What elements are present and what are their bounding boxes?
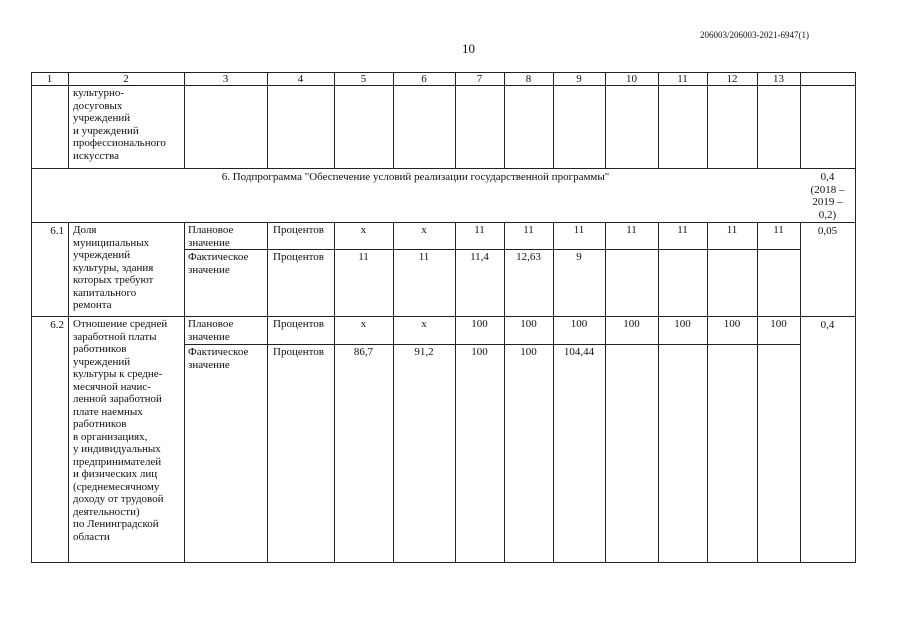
unit-cell: Процентов [273, 318, 324, 330]
value-cell: 11 [677, 224, 688, 236]
table-side-border [31, 72, 32, 563]
indicator-name: капитального [73, 286, 137, 299]
value-cell: 100 [674, 318, 691, 330]
grid-line [267, 222, 268, 563]
grid-line [605, 222, 606, 563]
grid-line [68, 222, 69, 563]
actual-value-label: Фактическое [188, 251, 249, 263]
actual-value-label: Фактическое [188, 346, 249, 358]
planned-value-label: Плановое [188, 224, 234, 236]
subprogram-weight: 2019 – [812, 196, 843, 208]
column-header: 4 [297, 73, 304, 85]
value-cell: 11 [418, 251, 430, 263]
indicator-name: предпринимателей [73, 455, 162, 468]
indicator-name: которых требуют [73, 274, 154, 286]
indicator-name: культуры к средне- [73, 368, 163, 380]
value-cell: 11,4 [470, 251, 489, 263]
indicator-weight: 0,05 [817, 225, 838, 237]
actual-value-label: значение [188, 358, 230, 371]
unit-cell: Процентов [273, 251, 324, 263]
value-cell: 100 [570, 318, 588, 330]
grid-line [334, 72, 335, 169]
column-header: 6 [421, 73, 427, 85]
value-cell: 86,7 [353, 346, 374, 358]
indicator-name: по Ленинградской [73, 518, 159, 530]
grid-line [757, 72, 758, 169]
grid-line [800, 72, 801, 169]
row-border [31, 316, 856, 317]
indicator-name: муниципальных [73, 236, 150, 249]
unit-cell: Процентов [273, 224, 324, 236]
value-cell: x [360, 318, 367, 330]
indicator-name: учреждений [73, 355, 131, 368]
indicator-name: в организациях, [73, 430, 148, 443]
subprogram-weight: 0,2) [818, 208, 837, 221]
value-cell: x [421, 224, 427, 236]
indicator-name-continued: искусства [73, 149, 119, 162]
indicator-name: области [73, 530, 110, 543]
indicator-name: ремонта [73, 299, 112, 311]
indicator-name: деятельности) [73, 505, 140, 518]
indicator-name: у индивидуальных [73, 443, 161, 455]
indicator-name-continued: и учреждений [73, 124, 139, 137]
indicator-name: (среднемесячному [73, 480, 160, 493]
column-header: 9 [576, 73, 582, 85]
value-cell: 11 [573, 224, 585, 236]
value-cell: 100 [471, 346, 488, 358]
value-cell: 100 [723, 318, 741, 330]
indicator-name-continued: культурно- [73, 87, 125, 99]
grid-line [757, 222, 758, 563]
indicator-name: и физических лиц [73, 468, 158, 480]
indicator-name: учреждений [73, 249, 131, 261]
grid-line [658, 72, 659, 169]
indicator-name: ленной заработной [73, 393, 162, 405]
column-header: 8 [525, 73, 532, 85]
value-cell: 9 [576, 251, 582, 263]
column-header: 3 [222, 73, 229, 85]
grid-line [707, 72, 708, 169]
column-header: 10 [626, 73, 637, 85]
value-cell: 91,2 [414, 346, 434, 358]
indicator-name: Доля [73, 224, 97, 236]
column-header: 12 [726, 73, 738, 85]
indicator-name: плате наемных [73, 405, 143, 418]
indicator-name: заработной платы [73, 330, 157, 343]
indicator-name: работников [73, 343, 127, 355]
indicator-name-continued: досуговых [73, 99, 123, 112]
indicator-name: Отношение средней [73, 318, 168, 330]
column-header: 7 [476, 73, 483, 85]
value-cell: 11 [773, 224, 784, 236]
grid-line [553, 222, 554, 563]
subrow-border [184, 249, 801, 250]
indicator-weight: 0,4 [820, 319, 835, 331]
subrow-border [184, 344, 801, 345]
value-cell: 11 [726, 224, 738, 236]
grid-line [267, 72, 268, 169]
column-header: 11 [677, 73, 688, 85]
actual-value-label: значение [188, 263, 230, 276]
grid-line [184, 222, 185, 563]
subprogram-title: 6. Подпрограмма "Обеспечение условий реализации государственной программы" [221, 171, 610, 183]
value-cell: 11 [474, 224, 485, 236]
grid-line [455, 222, 456, 563]
grid-line [800, 222, 801, 563]
value-cell: 11 [523, 224, 534, 236]
value-cell: 100 [623, 318, 640, 330]
indicator-name: месячной начис- [73, 380, 151, 393]
subprogram-weight: (2018 – [810, 183, 845, 196]
indicator-name-continued: учреждений [73, 112, 131, 124]
value-cell: x [421, 318, 427, 330]
table-bottom-border [31, 562, 856, 563]
column-header: 5 [360, 73, 367, 85]
row-border [31, 222, 856, 223]
unit-cell: Процентов [273, 346, 324, 358]
doc-code: 206003/206003-2021-6947(1) [700, 30, 809, 40]
grid-line [605, 72, 606, 169]
table-side-border [855, 72, 856, 563]
value-cell: 100 [471, 318, 488, 330]
value-cell: 104,44 [563, 346, 595, 358]
value-cell: 12,63 [516, 251, 541, 263]
indicator-name: доходу от трудовой [73, 493, 164, 505]
column-header: 2 [123, 73, 129, 85]
grid-line [184, 72, 185, 169]
value-cell: 11 [626, 224, 637, 236]
grid-line [455, 72, 456, 169]
grid-line [553, 72, 554, 169]
grid-line [68, 72, 69, 169]
value-cell: x [360, 224, 367, 236]
grid-line [393, 222, 394, 563]
value-cell: 11 [358, 251, 369, 263]
column-header: 13 [773, 73, 784, 85]
grid-line [334, 222, 335, 563]
indicator-name-continued: профессионального [73, 137, 166, 149]
grid-line [658, 222, 659, 563]
grid-line [707, 222, 708, 563]
indicator-number: 6.2 [50, 319, 64, 331]
page-number: 10 [462, 41, 475, 56]
indicator-number: 6.1 [50, 225, 64, 237]
grid-line [504, 222, 505, 563]
grid-line [504, 72, 505, 169]
indicator-name: работников [73, 418, 127, 430]
indicator-name: культуры, здания [73, 261, 154, 274]
value-cell: 100 [770, 318, 787, 330]
column-header: 1 [46, 73, 53, 85]
subprogram-weight: 0,4 [820, 171, 835, 183]
value-cell: 100 [520, 318, 537, 330]
planned-value-label: Плановое [188, 318, 234, 330]
grid-line [393, 72, 394, 169]
planned-value-label: значение [188, 236, 230, 249]
row-border [31, 168, 856, 169]
planned-value-label: значение [188, 330, 230, 343]
value-cell: 100 [520, 346, 537, 358]
